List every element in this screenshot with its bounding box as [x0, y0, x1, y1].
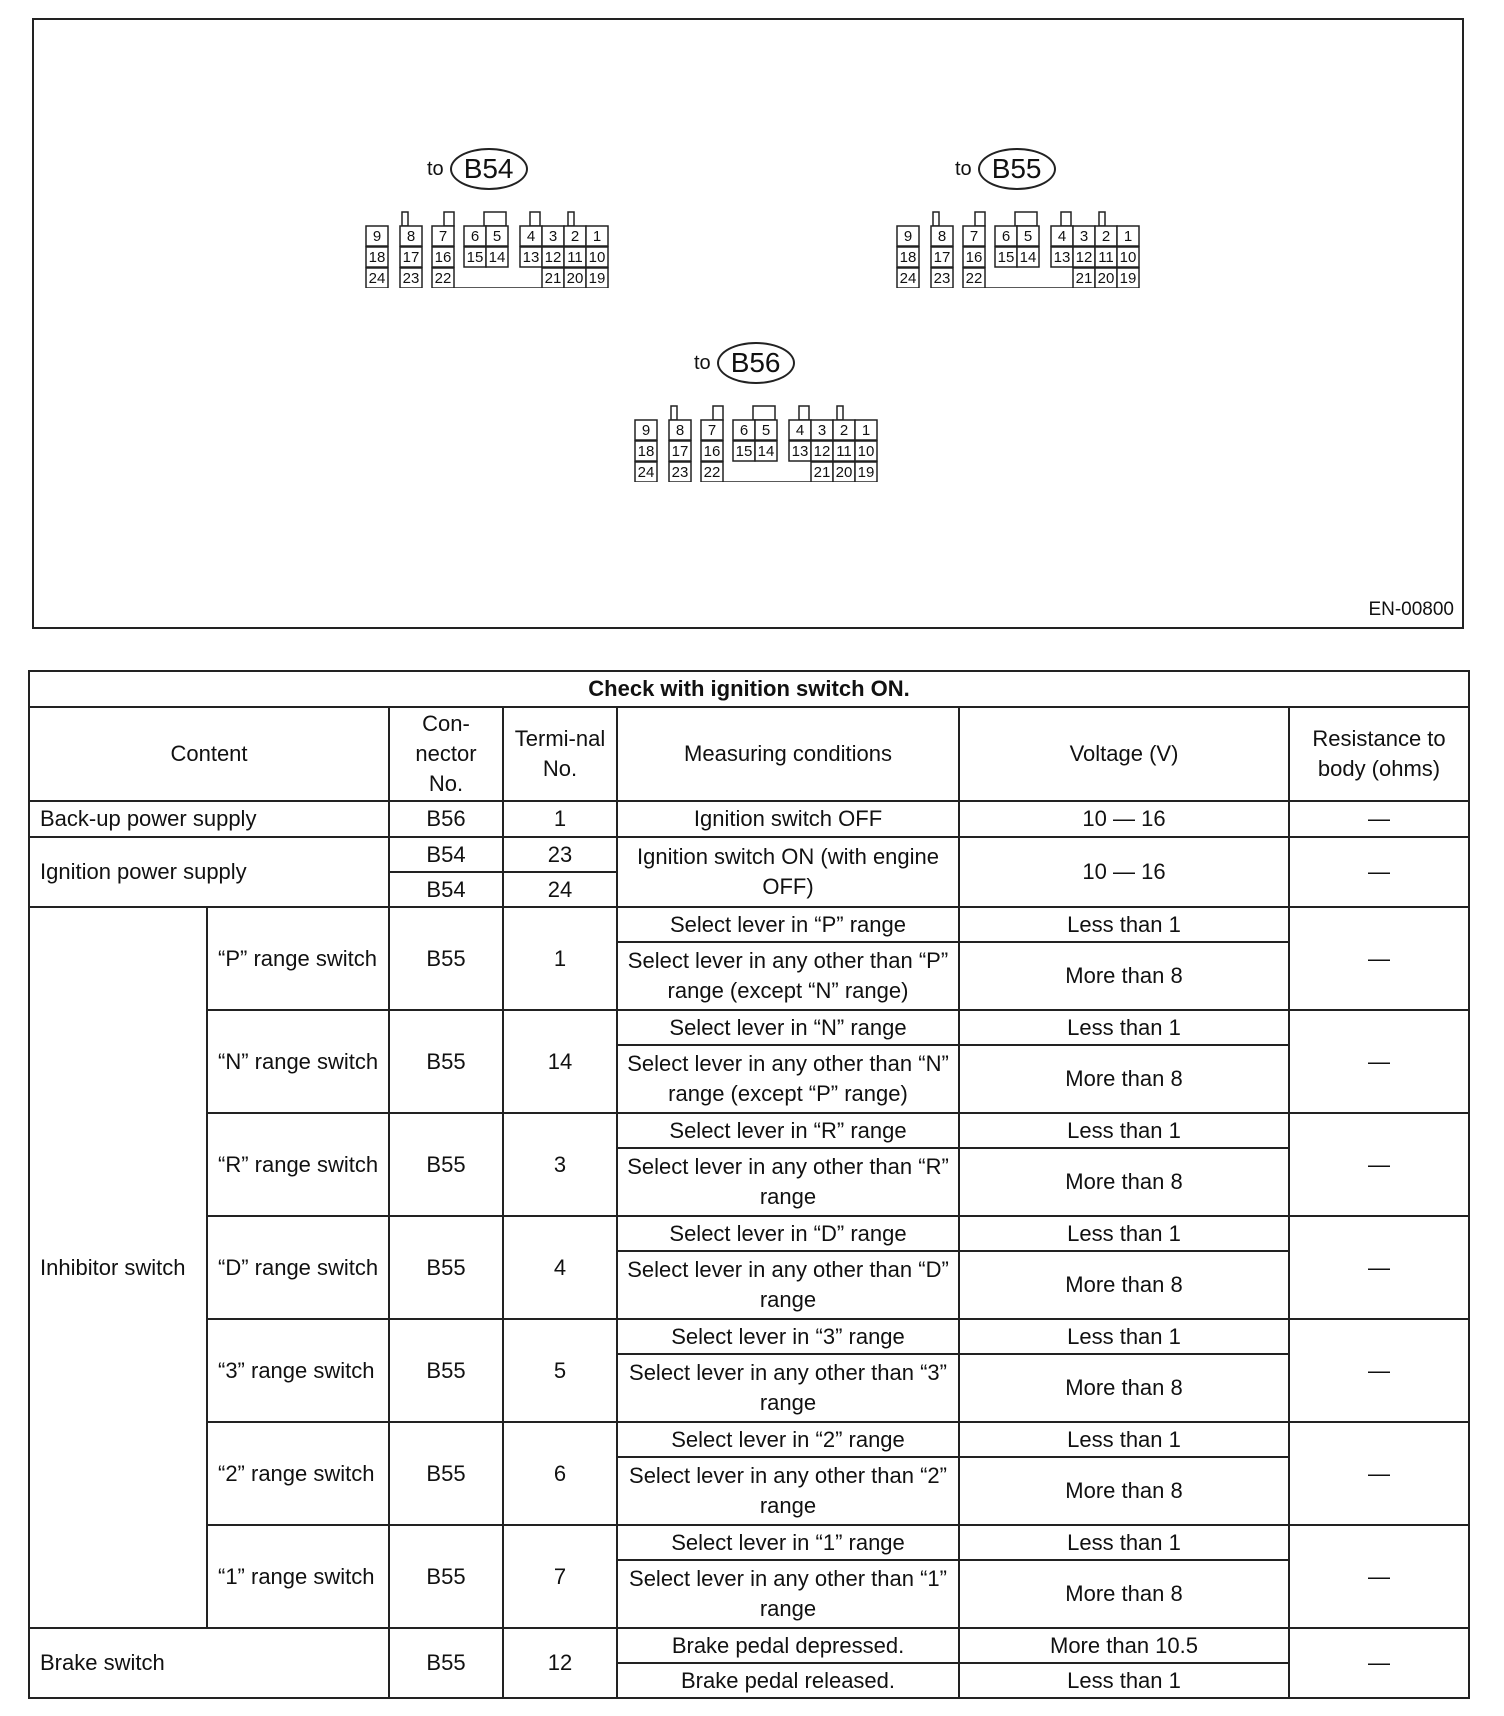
condition-cell: Select lever in “2” range	[617, 1422, 959, 1457]
switch-cell: “N” range switch	[207, 1010, 389, 1113]
table-row	[29, 907, 1469, 942]
connector-cell: B55	[389, 1010, 503, 1113]
condition-cell: Ignition switch ON (with engine OFF)	[617, 837, 959, 907]
connector-label-b55	[955, 148, 1056, 190]
condition-cell: Select lever in “N” range	[617, 1010, 959, 1045]
inhibitor-label: Inhibitor switch	[29, 907, 207, 1628]
connector-cell: B55	[389, 1113, 503, 1216]
condition-cell: Select lever in any other than “R” range	[617, 1148, 959, 1216]
pin-number: 17	[933, 249, 951, 266]
header-conditions: Measuring conditions	[617, 707, 959, 801]
pin-number: 10	[857, 443, 875, 460]
voltage-cell: More than 8	[959, 1457, 1289, 1525]
resistance-cell: —	[1289, 837, 1469, 907]
table-row	[29, 1113, 1469, 1148]
pin-number: 19	[588, 270, 606, 287]
pin-number: 5	[492, 228, 502, 245]
condition-cell: Ignition switch OFF	[617, 801, 959, 837]
resistance-cell: —	[1289, 1422, 1469, 1525]
pin-number: 14	[1019, 249, 1037, 266]
connector-cell: B54	[389, 872, 503, 907]
pin-number: 20	[1097, 270, 1115, 287]
connector-label-b56	[694, 342, 795, 384]
connector-cell: B56	[389, 801, 503, 837]
voltage-cell: More than 8	[959, 1045, 1289, 1113]
condition-cell: Select lever in “3” range	[617, 1319, 959, 1354]
condition-cell: Select lever in “R” range	[617, 1113, 959, 1148]
voltage-cell: More than 8	[959, 942, 1289, 1010]
resistance-cell: —	[1289, 1010, 1469, 1113]
pin-number: 9	[903, 228, 913, 245]
pin-number: 19	[1119, 270, 1137, 287]
pin-number: 4	[795, 422, 805, 439]
terminal-cell: 7	[503, 1525, 617, 1628]
connector-lock-tab	[444, 212, 454, 226]
pin-number: 23	[933, 270, 951, 287]
connector-lock-tab	[484, 212, 506, 226]
content-cell: Brake switch	[29, 1628, 389, 1698]
pin-number: 7	[438, 228, 448, 245]
condition-cell: Select lever in any other than “2” range	[617, 1457, 959, 1525]
condition-cell: Select lever in “1” range	[617, 1525, 959, 1560]
connector-lock-tab	[837, 406, 843, 420]
connector-cell: B55	[389, 907, 503, 1010]
voltage-cell: Less than 1	[959, 1010, 1289, 1045]
table-title: Check with ignition switch ON.	[29, 671, 1469, 707]
pin-number: 15	[466, 249, 484, 266]
condition-cell: Select lever in “P” range	[617, 907, 959, 942]
connector-lock-tab	[713, 406, 723, 420]
table-row	[29, 801, 1469, 837]
connector-cell: B54	[389, 837, 503, 872]
connector-name-b54: B54	[450, 148, 528, 190]
connector-label-b54	[427, 148, 528, 190]
pin-number: 20	[566, 270, 584, 287]
table-row	[29, 1319, 1469, 1354]
connector-cell: B55	[389, 1422, 503, 1525]
table-row	[29, 1216, 1469, 1251]
switch-cell: “2” range switch	[207, 1422, 389, 1525]
terminal-cell: 24	[503, 872, 617, 907]
pin-number: 24	[637, 464, 655, 481]
connector-cell: B55	[389, 1525, 503, 1628]
pin-number: 23	[402, 270, 420, 287]
pin-number: 19	[857, 464, 875, 481]
voltage-cell: Less than 1	[959, 907, 1289, 942]
voltage-cell: More than 8	[959, 1148, 1289, 1216]
pin-number: 16	[703, 443, 721, 460]
pin-number: 18	[368, 249, 386, 266]
pin-number: 13	[522, 249, 540, 266]
voltage-cell: 10 — 16	[959, 837, 1289, 907]
terminal-cell: 5	[503, 1319, 617, 1422]
resistance-cell: —	[1289, 907, 1469, 1010]
pin-number: 3	[1079, 228, 1089, 245]
pin-number: 1	[861, 422, 871, 439]
pin-number: 24	[899, 270, 917, 287]
pin-number: 10	[588, 249, 606, 266]
pin-number: 22	[703, 464, 721, 481]
pin-number: 8	[406, 228, 416, 245]
pin-number: 13	[1053, 249, 1071, 266]
pin-number: 23	[671, 464, 689, 481]
header-resistance: Resistance to body (ohms)	[1289, 707, 1469, 801]
pin-number: 22	[965, 270, 983, 287]
connector-lock-tab	[1015, 212, 1037, 226]
switch-cell: “1” range switch	[207, 1525, 389, 1628]
voltage-cell: Less than 1	[959, 1663, 1289, 1698]
pin-number: 16	[434, 249, 452, 266]
pin-number: 8	[675, 422, 685, 439]
pin-number: 7	[969, 228, 979, 245]
pin-number: 20	[835, 464, 853, 481]
header-content: Content	[29, 707, 389, 801]
pin-number: 6	[739, 422, 749, 439]
connector-lock-tab	[1061, 212, 1071, 226]
figure-code: EN-00800	[1368, 599, 1454, 620]
pin-number: 12	[813, 443, 831, 460]
voltage-cell: Less than 1	[959, 1422, 1289, 1457]
voltage-cell: Less than 1	[959, 1525, 1289, 1560]
condition-cell: Select lever in any other than “3” range	[617, 1354, 959, 1422]
pin-number: 9	[372, 228, 382, 245]
pin-number: 24	[368, 270, 386, 287]
table-row	[29, 1628, 1469, 1663]
voltage-cell: More than 8	[959, 1560, 1289, 1628]
content-cell: Ignition power supply	[29, 837, 389, 907]
pin-number: 16	[965, 249, 983, 266]
connector-lock-tab	[933, 212, 939, 226]
pin-number: 4	[526, 228, 536, 245]
voltage-cell: 10 — 16	[959, 801, 1289, 837]
connector-lock-tab	[975, 212, 985, 226]
connector-diagram-b56	[631, 400, 893, 482]
pin-number: 11	[836, 443, 852, 460]
pin-number: 6	[1001, 228, 1011, 245]
pin-number: 21	[813, 464, 831, 481]
resistance-cell: —	[1289, 801, 1469, 837]
pin-number: 18	[637, 443, 655, 460]
table-row	[29, 1010, 1469, 1045]
resistance-cell: —	[1289, 1113, 1469, 1216]
terminal-cell: 23	[503, 837, 617, 872]
pin-number: 5	[1023, 228, 1033, 245]
terminal-cell: 4	[503, 1216, 617, 1319]
connector-lock-tab	[799, 406, 809, 420]
connector-name-b55: B55	[978, 148, 1056, 190]
pin-number: 1	[592, 228, 602, 245]
pin-number: 9	[641, 422, 651, 439]
to-word: to	[694, 351, 711, 374]
pin-number: 17	[671, 443, 689, 460]
terminal-cell: 6	[503, 1422, 617, 1525]
pin-number: 1	[1123, 228, 1133, 245]
pin-number: 22	[434, 270, 452, 287]
content-cell: Back-up power supply	[29, 801, 389, 837]
condition-cell: Brake pedal released.	[617, 1663, 959, 1698]
check-table	[28, 670, 1470, 1699]
to-word: to	[427, 157, 444, 180]
voltage-cell: Less than 1	[959, 1216, 1289, 1251]
connector-lock-tab	[402, 212, 408, 226]
pin-number: 2	[1101, 228, 1111, 245]
pin-number: 21	[1075, 270, 1093, 287]
terminal-cell: 3	[503, 1113, 617, 1216]
connector-cell: B55	[389, 1216, 503, 1319]
pin-number: 14	[488, 249, 506, 266]
pin-number: 3	[548, 228, 558, 245]
connector-diagram-b55	[893, 206, 1155, 288]
resistance-cell: —	[1289, 1216, 1469, 1319]
connector-figure	[32, 18, 1464, 629]
pin-number: 7	[707, 422, 717, 439]
pin-number: 15	[997, 249, 1015, 266]
switch-cell: “D” range switch	[207, 1216, 389, 1319]
pin-number: 13	[791, 443, 809, 460]
table-row	[29, 1422, 1469, 1457]
table-row	[29, 1525, 1469, 1560]
terminal-cell: 1	[503, 907, 617, 1010]
switch-cell: “P” range switch	[207, 907, 389, 1010]
table-header-row	[29, 707, 1469, 801]
voltage-cell: More than 8	[959, 1354, 1289, 1422]
voltage-cell: More than 8	[959, 1251, 1289, 1319]
header-terminal: Termi-nal No.	[503, 707, 617, 801]
condition-cell: Brake pedal depressed.	[617, 1628, 959, 1663]
connector-lock-tab	[753, 406, 775, 420]
switch-cell: “R” range switch	[207, 1113, 389, 1216]
voltage-cell: Less than 1	[959, 1319, 1289, 1354]
condition-cell: Select lever in any other than “D” range	[617, 1251, 959, 1319]
connector-lock-tab	[1099, 212, 1105, 226]
resistance-cell: —	[1289, 1525, 1469, 1628]
connector-cell: B55	[389, 1628, 503, 1698]
pin-number: 21	[544, 270, 562, 287]
pin-number: 3	[817, 422, 827, 439]
table-row	[29, 837, 1469, 872]
pin-number: 11	[567, 249, 583, 266]
connector-lock-tab	[530, 212, 540, 226]
pin-number: 17	[402, 249, 420, 266]
pin-number: 10	[1119, 249, 1137, 266]
resistance-cell: —	[1289, 1628, 1469, 1698]
pin-number: 5	[761, 422, 771, 439]
connector-lock-tab	[568, 212, 574, 226]
terminal-cell: 14	[503, 1010, 617, 1113]
pin-number: 12	[1075, 249, 1093, 266]
voltage-cell: More than 10.5	[959, 1628, 1289, 1663]
switch-cell: “3” range switch	[207, 1319, 389, 1422]
pin-number: 8	[937, 228, 947, 245]
connector-diagram-b54	[362, 206, 624, 288]
pin-number: 18	[899, 249, 917, 266]
pin-number: 15	[735, 443, 753, 460]
connector-cell: B55	[389, 1319, 503, 1422]
condition-cell: Select lever in any other than “1” range	[617, 1560, 959, 1628]
voltage-cell: Less than 1	[959, 1113, 1289, 1148]
pin-number: 2	[570, 228, 580, 245]
resistance-cell: —	[1289, 1319, 1469, 1422]
condition-cell: Select lever in any other than “P” range (except “N” range)	[617, 942, 959, 1010]
connector-name-b56: B56	[717, 342, 795, 384]
pin-number: 4	[1057, 228, 1067, 245]
condition-cell: Select lever in any other than “N” range (except “P” range)	[617, 1045, 959, 1113]
header-connector: Con-nector No.	[389, 707, 503, 801]
header-voltage: Voltage (V)	[959, 707, 1289, 801]
pin-number: 2	[839, 422, 849, 439]
pin-number: 12	[544, 249, 562, 266]
condition-cell: Select lever in “D” range	[617, 1216, 959, 1251]
to-word: to	[955, 157, 972, 180]
pin-number: 11	[1098, 249, 1114, 266]
pin-number: 14	[757, 443, 775, 460]
terminal-cell: 12	[503, 1628, 617, 1698]
pin-number: 6	[470, 228, 480, 245]
connector-lock-tab	[671, 406, 677, 420]
terminal-cell: 1	[503, 801, 617, 837]
